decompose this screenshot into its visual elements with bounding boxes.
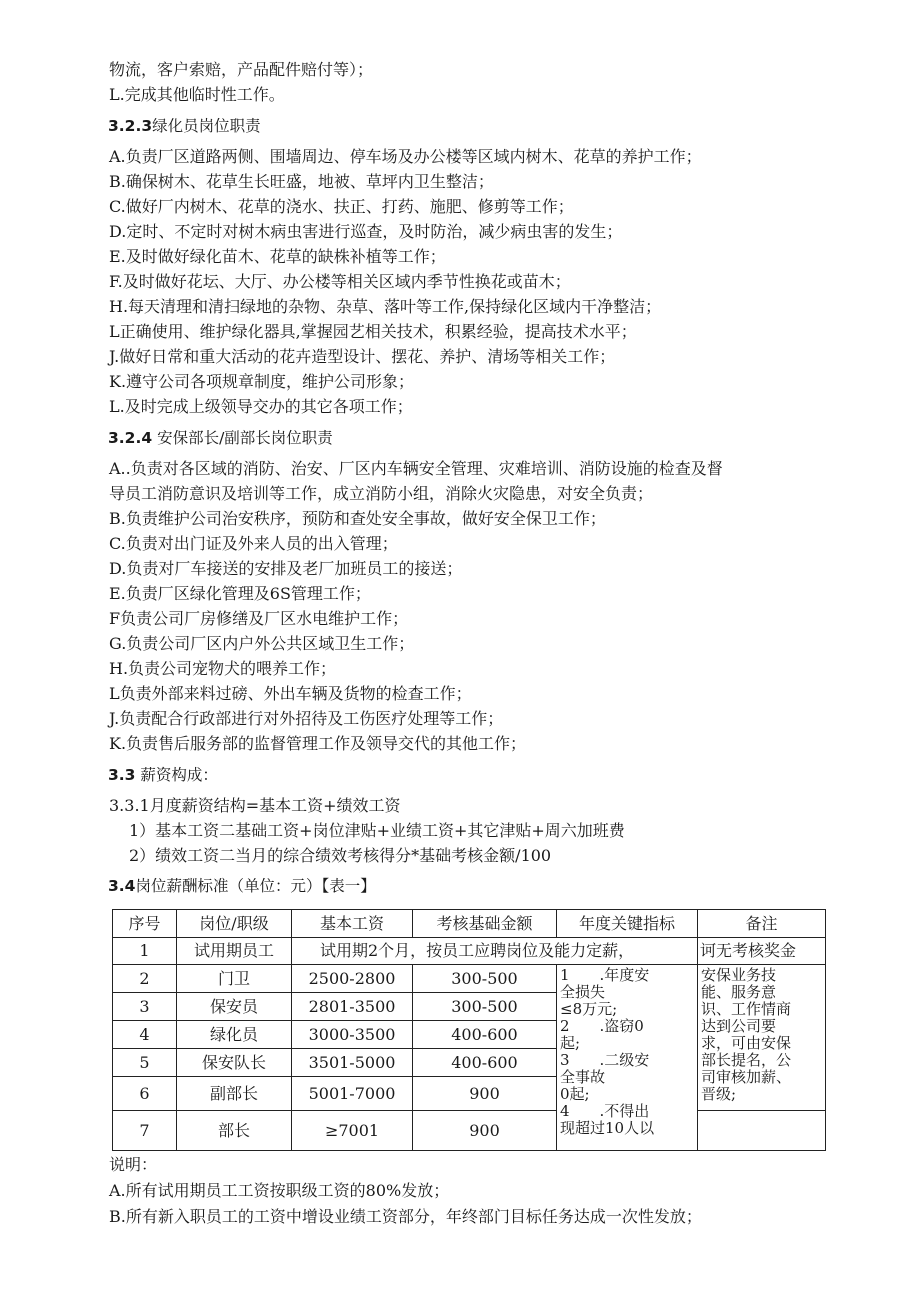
cell-base-salary: 5001-7000 — [292, 1077, 413, 1111]
cell-post: 保安队长 — [177, 1049, 292, 1077]
notes-label: 说明： — [109, 1155, 158, 1174]
cell-post: 绿化员 — [177, 1021, 292, 1049]
remark-line: 求，可由安保 — [701, 1034, 792, 1052]
kpi-line: 起; — [560, 1034, 581, 1052]
section-title: 绿化员岗位职责 — [152, 117, 261, 135]
duty-item: L负责外部来料过磅、外出车辆及货物的检查工作； — [109, 684, 472, 703]
duty-item: L正确使用、维护绿化器具,掌握园艺相关技术，积累经验，提高技术水平； — [109, 322, 637, 341]
cell-trial-span: 试用期2个月，按员工应聘岗位及能力定薪， — [292, 938, 698, 965]
kpi-line: 3 .二级安 — [560, 1051, 650, 1069]
salary-line: 2）绩效工资二当月的综合绩效考核得分*基础考核金额/100 — [129, 846, 552, 865]
duty-item: C.负责对出门证及外来人员的出入管理； — [109, 534, 398, 553]
column-header: 序号 — [113, 910, 177, 938]
intro-line: 物流，客户索赔，产品配件赔付等）； — [109, 60, 374, 79]
duty-item: F负责公司厂房修缮及厂区水电维护工作； — [109, 609, 409, 628]
duty-item: E.负责厂区绿化管理及6S管理工作； — [109, 584, 371, 603]
salary-line: 1）基本工资二基础工资+岗位津贴+业绩工资+其它津贴+周六加班费 — [129, 821, 625, 840]
section-heading-33 — [108, 763, 218, 787]
cell-base-salary: 2500-2800 — [292, 965, 413, 993]
duty-item: D.负责对厂车接送的安排及老厂加班员工的接送； — [109, 559, 463, 578]
cell-assess-amount: 400-600 — [413, 1049, 557, 1077]
cell-assess-amount: 900 — [413, 1077, 557, 1111]
cell-no: 1 — [113, 938, 177, 965]
section-heading-324 — [108, 426, 333, 450]
duty-item: H.负责公司宠物犬的喂养工作； — [109, 659, 337, 678]
cell-assess-amount: 300-500 — [413, 993, 557, 1021]
cell-annual-kpi — [557, 965, 698, 1151]
duty-item: H.每天清理和清扫绿地的杂物、杂草、落叶等工作,保持绿化区域内干净整洁； — [109, 297, 662, 316]
section-heading-34 — [108, 874, 376, 898]
cell-post: 副部长 — [177, 1077, 292, 1111]
cell-assess-amount: 900 — [413, 1111, 557, 1151]
note-item: A.所有试用期员工工资按职级工资的80%发放； — [109, 1181, 450, 1200]
cell-assess-amount: 400-600 — [413, 1021, 557, 1049]
cell-post: 部长 — [177, 1111, 292, 1151]
kpi-line: 1 .年度安 — [560, 967, 650, 984]
cell-post: 保安员 — [177, 993, 292, 1021]
remark-line: 部长提名，公 — [701, 1051, 792, 1069]
duty-item: J.负责配合行政部进行对外招待及工伤医疗处理等工作； — [109, 709, 504, 728]
kpi-line: 全损失 — [560, 983, 606, 1001]
column-header: 年度关键指标 — [557, 910, 698, 938]
cell-base-salary: 2801-3500 — [292, 993, 413, 1021]
section-number: 3.4 — [108, 877, 136, 895]
kpi-line: 4 .不得出 — [560, 1102, 650, 1120]
cell-no: 6 — [113, 1077, 177, 1111]
cell-no: 2 — [113, 965, 177, 993]
section-number: 3.2.3 — [108, 117, 153, 135]
cell-base-salary: ≥7001 — [292, 1111, 413, 1151]
column-header: 基本工资 — [292, 910, 413, 938]
remark-line: 识、工作情商 — [701, 1000, 792, 1018]
cell-post: 试用期员工 — [177, 938, 292, 965]
duty-item: C.做好厂内树木、花草的浇水、扶正、打药、施肥、修剪等工作； — [109, 197, 574, 216]
section-title: 薪资构成： — [140, 766, 218, 784]
cell-assess-amount: 300-500 — [413, 965, 557, 993]
remark-line: 能、服务意 — [701, 983, 777, 1001]
table-row — [113, 965, 826, 993]
remark-line: 晋级; — [701, 1085, 737, 1103]
section-number: 3.3 — [108, 766, 136, 784]
duty-item: A.负责厂区道路两侧、围墙周边、停车场及办公楼等区域内树木、花草的养护工作； — [109, 147, 702, 166]
duty-item: K.遵守公司各项规章制度，维护公司形象； — [109, 372, 415, 391]
cell-no: 4 — [113, 1021, 177, 1049]
duty-item: J.做好日常和重大活动的花卉造型设计、摆花、养护、清场等相关工作； — [109, 347, 616, 366]
remark-line: 司审核加薪、 — [701, 1068, 792, 1086]
column-header: 备注 — [698, 910, 826, 938]
duty-item: B.确保树木、花草生长旺盛，地被、草坪内卫生整洁； — [109, 172, 494, 191]
cell-no: 7 — [113, 1111, 177, 1151]
kpi-line: 现超过10人以 — [560, 1119, 655, 1137]
column-header: 考核基础金额 — [413, 910, 557, 938]
kpi-line: ≤8万元; — [560, 1000, 618, 1018]
kpi-line: 0起; — [560, 1085, 590, 1103]
remark-line: 安保业务技 — [701, 966, 777, 984]
remark-line: 达到公司要 — [701, 1017, 777, 1035]
section-title: 安保部长/副部长岗位职责 — [157, 429, 333, 447]
duty-item: E.及时做好绿化苗木、花草的缺株补植等工作； — [109, 247, 446, 266]
section-number: 3.2.4 — [108, 429, 153, 447]
duty-item: G.负责公司厂区内户外公共区域卫生工作； — [109, 634, 415, 653]
intro-line: L.完成其他临时性工作。 — [109, 85, 285, 104]
column-header: 岗位/职级 — [177, 910, 292, 938]
table-row — [113, 938, 826, 965]
cell-post: 门卫 — [177, 965, 292, 993]
section-heading-323 — [108, 114, 261, 138]
duty-item: 导员工消防意识及培训等工作，成立消防小组，消除火灾隐患，对安全负责； — [109, 484, 654, 503]
duty-item: A..负责对各区域的消防、治安、厂区内车辆安全管理、灾难培训、消防设施的检查及督 — [109, 459, 723, 478]
cell-base-salary: 3000-3500 — [292, 1021, 413, 1049]
salary-line: 3.3.1月度薪资结构=基本工资+绩效工资 — [109, 796, 401, 815]
cell-base-salary: 3501-5000 — [292, 1049, 413, 1077]
duty-item: B.负责维护公司治安秩序，预防和查处安全事故，做好安全保卫工作； — [109, 509, 606, 528]
cell-remark-empty — [698, 1111, 826, 1151]
duty-item: L.及时完成上级领导交办的其它各项工作； — [109, 397, 413, 416]
note-item: B.所有新入职员工的工资中增设业绩工资部分，年终部门目标任务达成一次性发放； — [109, 1207, 702, 1226]
duty-item: D.定时、不定时对树木病虫害进行巡查，及时防治，减少病虫害的发生； — [109, 222, 623, 241]
table-row — [113, 1111, 826, 1151]
table-header-row — [113, 910, 826, 938]
cell-no: 5 — [113, 1049, 177, 1077]
salary-standard-table — [112, 909, 826, 1151]
section-title: 岗位薪酬标准（单位：元）【表一】 — [135, 877, 376, 895]
cell-no: 3 — [113, 993, 177, 1021]
duty-item: K.负责售后服务部的监督管理工作及领导交代的其他工作； — [109, 734, 527, 753]
cell-note: 诃无考核奖金 — [698, 938, 826, 965]
cell-remark — [698, 965, 826, 1111]
duty-item: F.及时做好花坛、大厅、办公楼等相关区域内季节性换花或苗木； — [109, 272, 571, 291]
kpi-line: 全事故 — [560, 1068, 606, 1086]
kpi-line: 2 .盗窃0 — [560, 1017, 644, 1035]
